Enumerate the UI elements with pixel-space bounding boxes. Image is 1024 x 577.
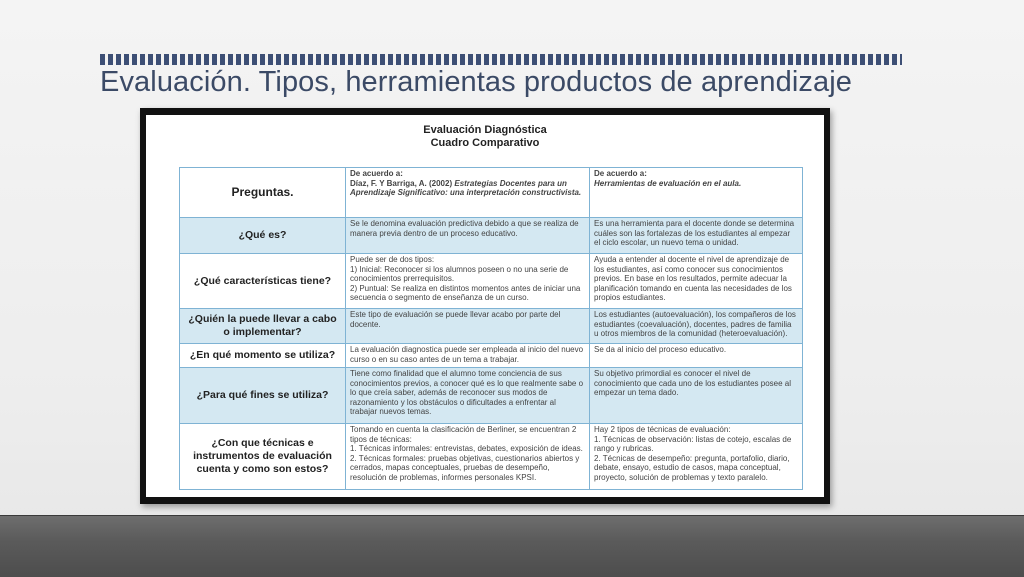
table-row	[180, 218, 803, 254]
row-answer-source-1	[346, 254, 590, 309]
row-answer-source-1: La evaluación diagnostica puede ser empleada al inicio del nuevo curso o en su caso antes de un tema a trabajar.	[346, 344, 590, 368]
header-source-2	[590, 168, 803, 218]
row-answer-source-2: Su objetivo primordial es conocer el nivel de conocimiento que cada uno de los estudiantes posee al empezar un tema dado.	[590, 368, 803, 424]
row-question: ¿Qué es?	[180, 218, 346, 254]
answer-line: Puede ser de dos tipos:	[350, 255, 435, 264]
row-answer-source-2: Los estudiantes (autoevaluación), los compañeros de los estudiantes (coevaluación), docentes, padres de familia u otros miembros de la comunidad (heteroevaluación).	[590, 309, 803, 344]
row-question: ¿En qué momento se utiliza?	[180, 344, 346, 368]
row-answer-source-2: Se da al inicio del proceso educativo.	[590, 344, 803, 368]
table-row	[180, 309, 803, 344]
answer-line: 2. Técnicas formales: pruebas objetivas, cuestionarios abiertos y cerrados, mapas conceptuales, pruebas de desempeño, resolución de problemas, informes personales KPSI.	[350, 453, 580, 482]
header-questions: Preguntas.	[180, 168, 346, 218]
row-answer-source-1: Se le denomina evaluación predictiva debido a que se realiza de manera previa dentro de un proceso educativo.	[346, 218, 590, 254]
header-source-1-ref: Díaz, F. Y Barriga, A. (2002)	[350, 178, 453, 188]
decorative-striped-bar	[100, 54, 902, 65]
table-row	[180, 424, 803, 490]
table-row	[180, 368, 803, 424]
answer-line: 1. Técnicas de observación: listas de cotejo, escalas de rango y rubricas.	[594, 434, 792, 454]
document-subtitle: Cuadro Comparativo	[430, 137, 540, 149]
header-source-1	[346, 168, 590, 218]
header-source-2-lead: De acuerdo a:	[594, 169, 647, 178]
floor-background	[0, 515, 1024, 577]
row-answer-source-2	[590, 424, 803, 490]
row-question: ¿Para qué fines se utiliza?	[180, 368, 346, 424]
row-question: ¿Qué características tiene?	[180, 254, 346, 309]
document-frame	[140, 108, 830, 504]
answer-line: 2. Técnicas de desempeño: pregunta, portafolio, diario, debate, ensayo, estudio de casos, mapa conceptual, proyecto, solución de problemas y texto paralelo.	[594, 453, 790, 482]
row-answer-source-2: Es una herramienta para el docente donde se determina cuáles son las fortalezas de los estudiantes al empezar el ciclo escolar, un nuevo tema o unidad.	[590, 218, 803, 254]
answer-line: 1. Técnicas informales: entrevistas, debates, exposición de ideas.	[350, 444, 583, 454]
answer-line: 2) Puntual: Se realiza en distintos momentos antes de iniciar una secuencia o segmento de enseñanza de un curso.	[350, 283, 581, 303]
slide-title: Evaluación. Tipos, herramientas productos de aprendizaje	[100, 66, 852, 98]
header-source-1-work: Estrategias Docentes para un Aprendizaje Significativo: una interpretación constructivista.	[350, 178, 582, 198]
row-answer-source-2: Ayuda a entender al docente el nivel de aprendizaje de los estudiantes, así como conocer sus conocimientos previos. En base en los resultados, permite adecuar la planificación tomando en cuenta las necesidades de los propios estudiantes.	[590, 254, 803, 309]
answer-line: Hay 2 tipos de técnicas de evaluación:	[594, 425, 731, 434]
row-question: ¿Con que técnicas e instrumentos de evaluación cuenta y como son estos?	[180, 424, 346, 490]
header-source-2-work: Herramientas de evaluación en el aula.	[594, 178, 742, 188]
document-page	[146, 115, 824, 497]
row-answer-source-1: Este tipo de evaluación se puede llevar acabo por parte del docente.	[346, 309, 590, 344]
comparison-table	[179, 167, 803, 490]
answer-line: Tomando en cuenta la clasificación de Berliner, se encuentran 2 tipos de técnicas:	[350, 425, 577, 444]
row-question: ¿Quién la puede llevar a cabo o implementar?	[180, 309, 346, 344]
document-title: Evaluación Diagnóstica	[423, 124, 547, 136]
header-source-1-lead: De acuerdo a:	[350, 169, 403, 178]
table-row	[180, 344, 803, 368]
table-header-row	[180, 168, 803, 218]
row-answer-source-1: Tiene como finalidad que el alumno tome conciencia de sus conocimientos previos, a conocer qué es lo que realmente sabe o lo que creía saber, además de reconocer sus modos de razonamiento y los obstáculos o dificultades a enfrentar al trabajar nuevos temas.	[346, 368, 590, 424]
table-row	[180, 254, 803, 309]
row-answer-source-1	[346, 424, 590, 490]
answer-line: 1) Inicial: Reconocer si los alumnos poseen o no una serie de conocimientos prerrequisitos.	[350, 264, 569, 284]
